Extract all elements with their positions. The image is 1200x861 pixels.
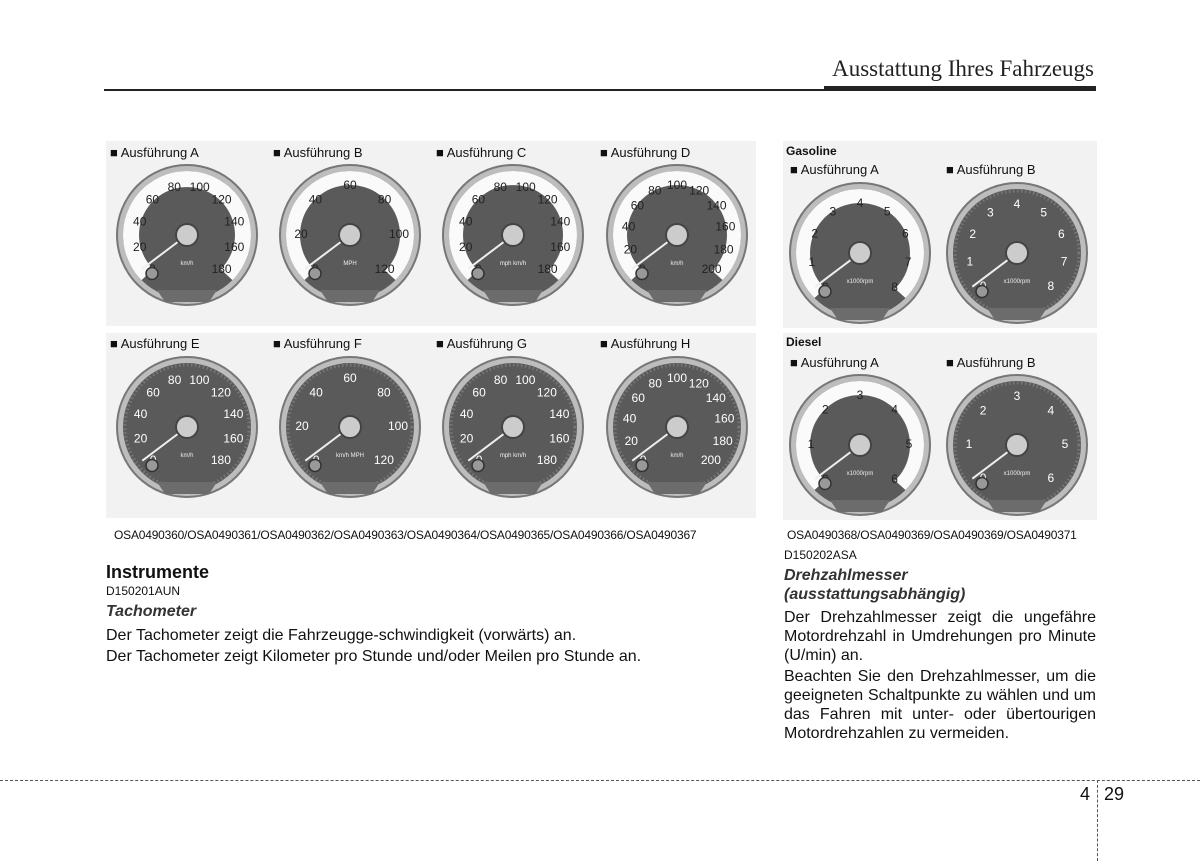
gauge-number: 60 — [343, 371, 357, 386]
gauge-number: 20 — [133, 431, 148, 446]
gauge-reset-knob — [472, 268, 484, 280]
gauge-number: 100 — [666, 371, 688, 386]
gauge-number: 7 — [904, 254, 912, 269]
gasoline-label: Gasoline — [786, 144, 837, 158]
speedometer-gauge-d — [604, 162, 750, 308]
gauge-number: 200 — [701, 261, 722, 276]
gauge-number: 140 — [224, 214, 245, 229]
tachometer-subtitle: Tachometer — [106, 603, 197, 620]
gauge-label-g: ■ Ausführung G — [436, 336, 527, 351]
gauge-number: 180 — [712, 433, 733, 448]
gauge-label-h: ■ Ausführung H — [600, 336, 691, 351]
gauge-number: 100 — [189, 372, 210, 387]
gauge-number: 120 — [688, 376, 709, 391]
gauge-bottom-cover — [320, 290, 380, 302]
speedometer-gauge-a — [114, 162, 260, 308]
gauge-number: 3 — [1013, 389, 1021, 404]
gauge-number: 140 — [550, 214, 571, 229]
rpm-code: D150202ASA — [784, 548, 857, 562]
gauge-number: 6 — [901, 226, 909, 241]
gauge-number: 80 — [167, 179, 181, 194]
gauge-number: 140 — [705, 390, 726, 405]
gauge-number: 40 — [133, 214, 147, 229]
tach-diesel-label-a: ■ Ausführung A — [790, 355, 879, 370]
tachometer-gasoline-b — [944, 180, 1090, 326]
gauge-number: 60 — [631, 390, 645, 405]
gauge-number: 160 — [224, 239, 245, 254]
gauge-number: 40 — [459, 406, 474, 421]
gauge-unit: mph km/h — [499, 453, 527, 459]
gauge-reset-knob — [636, 268, 648, 280]
gauge-number: 160 — [715, 219, 736, 234]
gauge-unit: km/h — [180, 261, 194, 267]
footer-dashed-divider — [1097, 780, 1098, 861]
gauge-number: 120 — [537, 192, 558, 207]
gauge-number: 5 — [1061, 437, 1069, 452]
gauge-number: 4 — [1013, 197, 1021, 212]
gauge-number: 1 — [808, 254, 816, 269]
gauge-number: 80 — [167, 372, 182, 387]
gauge-hub — [339, 416, 361, 438]
tachometer-diesel-a — [787, 372, 933, 518]
gauge-number: 1 — [966, 254, 974, 269]
gauge-reset-knob — [472, 460, 484, 472]
tach-diesel-label-b: ■ Ausführung B — [946, 355, 1036, 370]
gauge-number: 6 — [1057, 226, 1065, 241]
speedometer-gauge-g — [440, 354, 586, 500]
gauge-number: 4 — [1047, 403, 1055, 418]
gauge-number: 120 — [689, 183, 710, 198]
rpm-subtitle-line1: Drehzahlmesser — [784, 567, 908, 584]
gauge-number: 60 — [145, 192, 160, 207]
diesel-label: Diesel — [786, 335, 822, 349]
gauge-hub — [1006, 434, 1028, 456]
gauge-bottom-cover — [320, 482, 380, 494]
gauge-bottom-cover — [157, 290, 217, 302]
gauge-number: 60 — [343, 178, 357, 193]
section-code: D150201AUN — [106, 584, 181, 598]
gauge-number: 6 — [1047, 471, 1055, 486]
gauge-reset-knob — [309, 460, 321, 472]
gauge-number: 60 — [146, 385, 160, 400]
gauge-number: 80 — [377, 385, 391, 400]
gauge-unit: km/h MPH — [335, 453, 365, 459]
gauge-number: 20 — [624, 433, 638, 448]
gauge-number: 60 — [630, 198, 645, 213]
gauge-bottom-cover — [157, 482, 217, 494]
gauge-number: 140 — [706, 198, 727, 213]
gauge-label-c: ■ Ausführung C — [436, 145, 527, 160]
gauge-number: 6 — [891, 471, 898, 486]
gauge-number: 20 — [459, 239, 473, 254]
gauge-number: 80 — [648, 183, 662, 198]
gauge-number: 3 — [829, 204, 837, 219]
gauge-number: 100 — [515, 372, 536, 387]
gauge-number: 160 — [549, 431, 570, 446]
gauge-reset-knob — [819, 286, 831, 298]
speedometer-gauge-f — [277, 354, 423, 500]
gauge-bottom-cover — [483, 482, 543, 494]
rpm-subtitle-line2: (ausstattungsabhängig) — [784, 586, 966, 603]
gauge-number: 80 — [648, 376, 662, 391]
rpm-paragraph-2: Beachten Sie den Drehzahlmesser, um die geeigneten Schaltpunkte zu wählen und um das Fahren mit unter- oder übertourigen Motordrehzahlen zu vermeiden. — [784, 668, 1096, 742]
gauge-unit: km/h — [670, 261, 684, 267]
tach-gasoline-label-b: ■ Ausführung B — [946, 162, 1036, 177]
gauge-number: 20 — [459, 431, 474, 446]
gauge-hub — [176, 416, 198, 438]
gauge-reset-knob — [146, 460, 158, 472]
gauge-number: 8 — [891, 279, 898, 294]
gauge-number: 140 — [223, 406, 244, 421]
gauge-unit: x1000rpm — [1003, 471, 1031, 477]
gauge-hub — [502, 416, 524, 438]
gauge-number: 4 — [891, 402, 898, 417]
chapter-number: 4 — [1080, 784, 1091, 804]
gauge-hub — [849, 242, 871, 264]
gauge-number: 40 — [621, 219, 636, 234]
gauge-number: 180 — [210, 453, 231, 468]
gauge-number: 20 — [295, 419, 309, 434]
page-header-title: Ausstattung Ihres Fahrzeugs — [832, 56, 1094, 81]
gauge-number: 40 — [308, 192, 323, 207]
gauge-reset-knob — [309, 268, 321, 280]
gauge-unit: mph km/h — [499, 261, 527, 267]
gauge-number: 180 — [537, 261, 558, 276]
section-title: Instrumente — [106, 562, 210, 582]
gauge-label-e: ■ Ausführung E — [110, 336, 200, 351]
gauge-number: 160 — [714, 411, 735, 426]
speedometer-gauge-e — [114, 354, 260, 500]
gauge-number: 2 — [811, 226, 819, 241]
gauge-hub — [176, 224, 198, 246]
gauge-number: 120 — [211, 192, 232, 207]
gauge-number: 80 — [493, 372, 508, 387]
gauge-number: 80 — [377, 192, 392, 207]
gauge-hub — [849, 434, 871, 456]
gauge-number: 40 — [622, 411, 637, 426]
gauge-label-d: ■ Ausführung D — [600, 145, 691, 160]
gauge-number: 7 — [1060, 254, 1068, 269]
speedometer-gauge-b — [277, 162, 423, 308]
gauge-number: 2 — [822, 402, 829, 417]
gauge-number: 5 — [1040, 205, 1048, 220]
gauge-unit: MPH — [343, 261, 357, 267]
footer-dashed-rule — [0, 780, 1200, 781]
gauge-number: 40 — [459, 214, 473, 229]
gauge-number: 5 — [883, 204, 891, 219]
gauge-unit: x1000rpm — [846, 279, 874, 285]
gauge-number: 1 — [965, 437, 973, 452]
gauge-reset-knob — [819, 478, 831, 490]
gauge-number: 3 — [856, 388, 864, 403]
gauge-number: 2 — [979, 403, 987, 418]
gauge-number: 60 — [471, 192, 486, 207]
gauge-number: 120 — [536, 385, 557, 400]
gauge-number: 2 — [969, 226, 977, 241]
gauge-hub — [666, 416, 688, 438]
gauge-number: 20 — [623, 242, 638, 257]
gauge-number: 140 — [549, 406, 570, 421]
gauge-reset-knob — [976, 478, 988, 490]
gauge-number: 100 — [387, 419, 409, 434]
gauge-reset-knob — [146, 268, 158, 280]
gauge-number: 5 — [905, 437, 913, 452]
gauge-unit: x1000rpm — [846, 471, 874, 477]
gauge-unit: x1000rpm — [1003, 279, 1031, 285]
gauge-number: 100 — [515, 179, 536, 194]
speedometer-image-caption: OSA0490360/OSA0490361/OSA0490362/OSA0490363/OSA0490364/OSA0490365/OSA0490366/OSA0490367 — [114, 528, 697, 542]
gauge-number: 3 — [986, 205, 994, 220]
gauge-number: 120 — [373, 453, 394, 468]
gauge-number: 100 — [388, 227, 410, 242]
gauge-hub — [339, 224, 361, 246]
gauge-bottom-cover — [647, 482, 707, 494]
gauge-number: 100 — [189, 179, 210, 194]
gauge-bottom-cover — [830, 308, 890, 320]
gauge-number: 60 — [472, 385, 486, 400]
tachometer-paragraph-1: Der Tachometer zeigt die Fahrzeugge-schwindigkeit (vorwärts) an. — [106, 627, 577, 644]
page-number: 29 — [1104, 784, 1125, 804]
gauge-number: 40 — [133, 406, 148, 421]
header-rule-accent — [824, 86, 1096, 91]
gauge-number: 120 — [374, 261, 395, 276]
gauge-number: 180 — [713, 242, 734, 257]
gauge-number: 40 — [309, 385, 323, 400]
tach-gasoline-label-a: ■ Ausführung A — [790, 162, 879, 177]
gauge-reset-knob — [636, 460, 648, 472]
gauge-number: 160 — [550, 239, 571, 254]
gauge-bottom-cover — [987, 308, 1047, 320]
gauge-number: 80 — [493, 179, 507, 194]
gauge-number: 160 — [223, 431, 244, 446]
tachometer-paragraph-2: Der Tachometer zeigt Kilometer pro Stunde und/oder Meilen pro Stunde an. — [106, 648, 642, 665]
gauge-bottom-cover — [483, 290, 543, 302]
gauge-hub — [1006, 242, 1028, 264]
tachometer-diesel-b — [944, 372, 1090, 518]
gauge-number: 180 — [211, 261, 232, 276]
gauge-hub — [666, 224, 688, 246]
tachometer-image-caption: OSA0490368/OSA0490369/OSA0490369/OSA0490371 — [787, 528, 1077, 542]
gauge-bottom-cover — [987, 500, 1047, 512]
gauge-number: 180 — [536, 453, 557, 468]
gauge-unit: km/h — [670, 453, 684, 459]
gauge-label-b: ■ Ausführung B — [273, 145, 363, 160]
gauge-number: 8 — [1047, 279, 1055, 294]
gauge-bottom-cover — [647, 290, 707, 302]
gauge-number: 4 — [856, 196, 864, 211]
speedometer-gauge-c — [440, 162, 586, 308]
gauge-number: 1 — [807, 437, 815, 452]
gauge-number: 100 — [666, 178, 688, 193]
tachometer-gasoline-a — [787, 180, 933, 326]
gauge-number: 20 — [294, 227, 308, 242]
gauge-reset-knob — [976, 286, 988, 298]
gauge-unit: km/h — [180, 453, 194, 459]
rpm-paragraph-1: Der Drehzahlmesser zeigt die ungefähre Motordrehzahl in Umdrehungen pro Minute (U/min) an. — [784, 609, 1096, 664]
gauge-hub — [502, 224, 524, 246]
gauge-label-f: ■ Ausführung F — [273, 336, 362, 351]
gauge-label-a: ■ Ausführung A — [110, 145, 199, 160]
speedometer-gauge-h — [604, 354, 750, 500]
gauge-bottom-cover — [830, 500, 890, 512]
gauge-number: 200 — [700, 453, 721, 468]
gauge-number: 20 — [133, 239, 147, 254]
gauge-number: 120 — [210, 385, 231, 400]
